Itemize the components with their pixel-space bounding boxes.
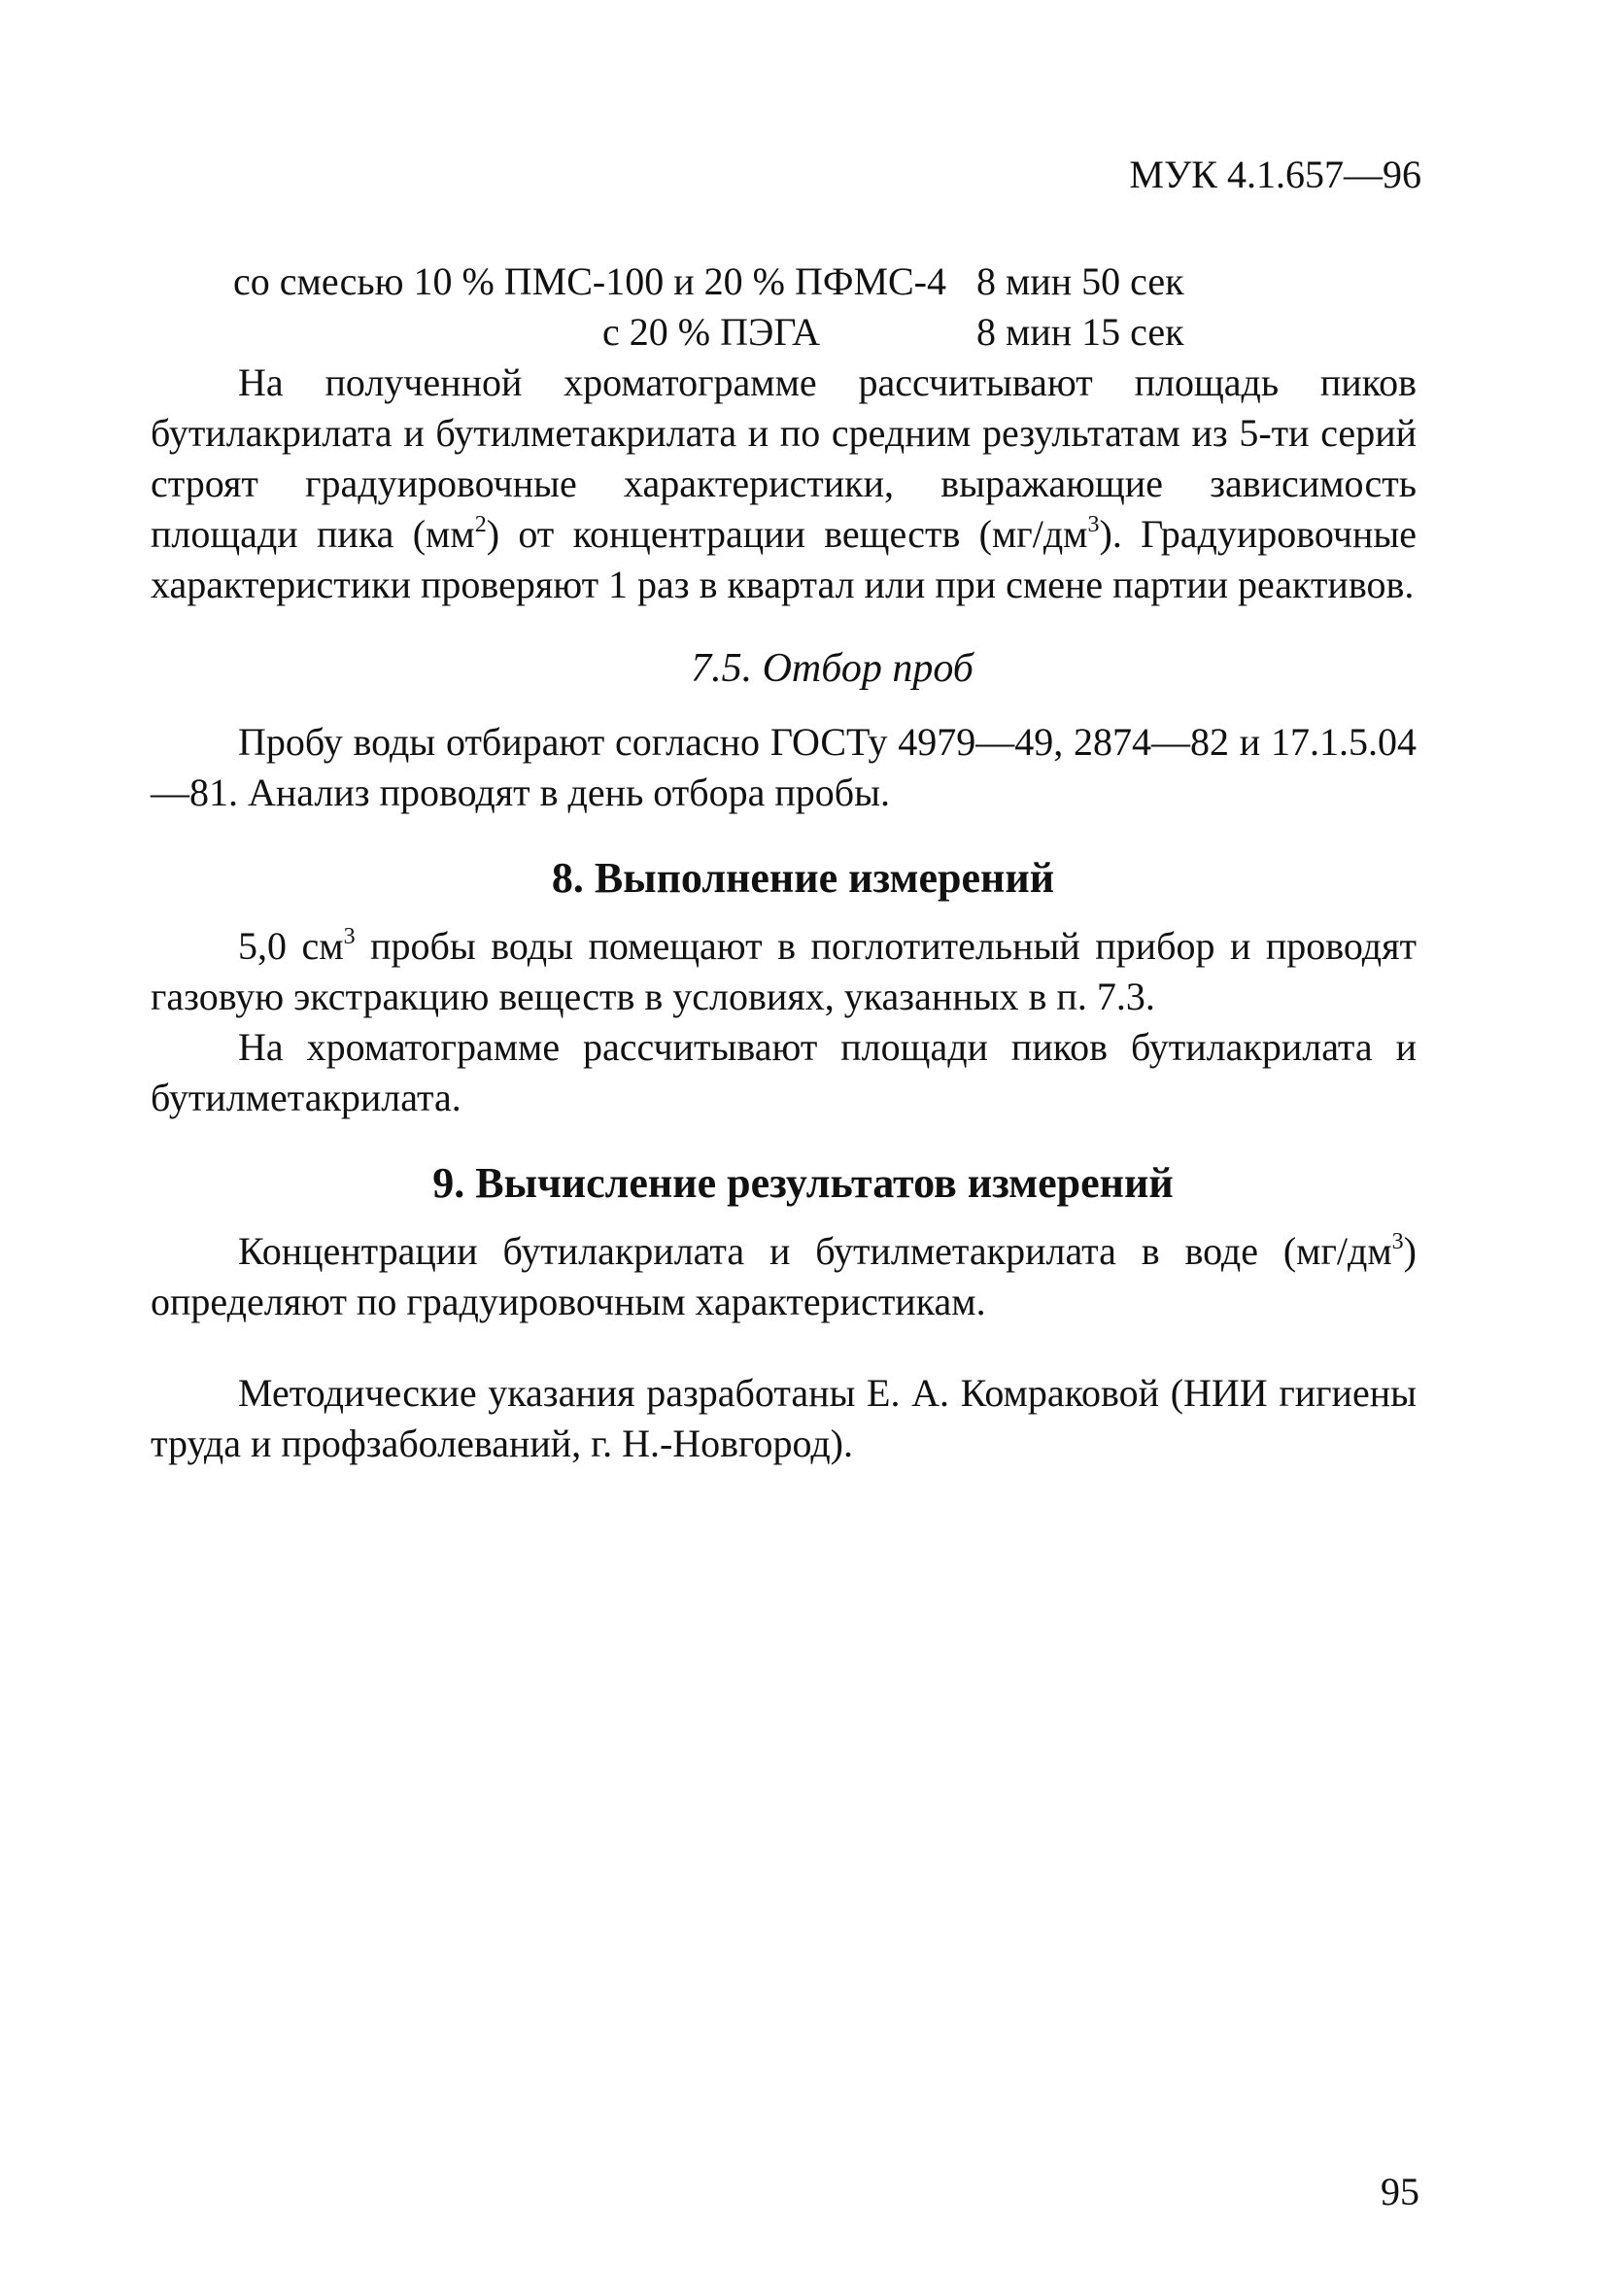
- spacer: [151, 1327, 1417, 1368]
- page-content: [151, 257, 1417, 1469]
- condition-time: 8 мин 50 сек: [976, 259, 1184, 303]
- condition-name: со смесью 10 % ПМС-100 и 20 % ПФМС-4: [233, 259, 947, 303]
- section-title: 8. Выполнение измерений: [551, 854, 1055, 902]
- superscript: 3: [343, 924, 356, 949]
- document-code: МУК 4.1.657—96: [1129, 153, 1421, 196]
- calibration-paragraph: [151, 358, 1417, 610]
- condition-time: 8 мин 15 сек: [976, 310, 1184, 354]
- text-fragment: ) определяют по градуировочным характеристикам.: [151, 1229, 1417, 1323]
- measurement-paragraph: [151, 921, 1417, 1022]
- sampling-paragraph: Пробу воды отбирают согласно ГОСТу 4979—49, 2874—82 и 17.1.5.04—81. Анализ проводят в день отбора пробы.: [151, 720, 1417, 814]
- page-number: 95: [1381, 2170, 1419, 2213]
- credits-paragraph: Методические указания разработаны Е. А. Комраковой (НИИ гигиены труда и профзаболеваний, г. Н.-Новгород).: [151, 1371, 1417, 1465]
- section-title: 9. Вычисление результатов измерений: [432, 1159, 1174, 1207]
- subsection-title: 7.5. Отбор проб: [691, 646, 974, 691]
- text-fragment: Концентрации бутилакрилата и бутилметакрилата в воде (мг/дм: [238, 1229, 1392, 1273]
- text-fragment: ) от концентрации веществ (мг/дм: [486, 512, 1088, 556]
- superscript: 3: [1087, 512, 1100, 537]
- superscript: 3: [1391, 1229, 1404, 1254]
- measurement-paragraph: На хроматограмме рассчитывают площади пиков бутилакрилата и бутилметакрилата.: [151, 1025, 1417, 1119]
- text-fragment: 5,0 см: [238, 924, 344, 968]
- superscript: 2: [474, 512, 487, 537]
- condition-row: [151, 307, 1417, 358]
- text-fragment: пробы воды помещают в поглотительный прибор и проводят газовую экстракцию веществ в условиях, указанных в п. 7.3.: [151, 924, 1417, 1018]
- calculation-paragraph: [151, 1226, 1417, 1327]
- text-fragment: На полученной хроматограмме рассчитывают площадь пиков бутилакрилата и бутилметакрилата и по средним результатам из 5-ти серий строят градуировочные характеристики, выражающие зависимость площади пика (мм: [151, 360, 1417, 556]
- condition-row: [151, 257, 1417, 307]
- text-fragment: ). Градуировочные характеристики проверяют 1 раз в квартал или при смене партии реактивов.: [151, 512, 1417, 606]
- condition-name: с 20 % ПЭГА: [602, 310, 821, 354]
